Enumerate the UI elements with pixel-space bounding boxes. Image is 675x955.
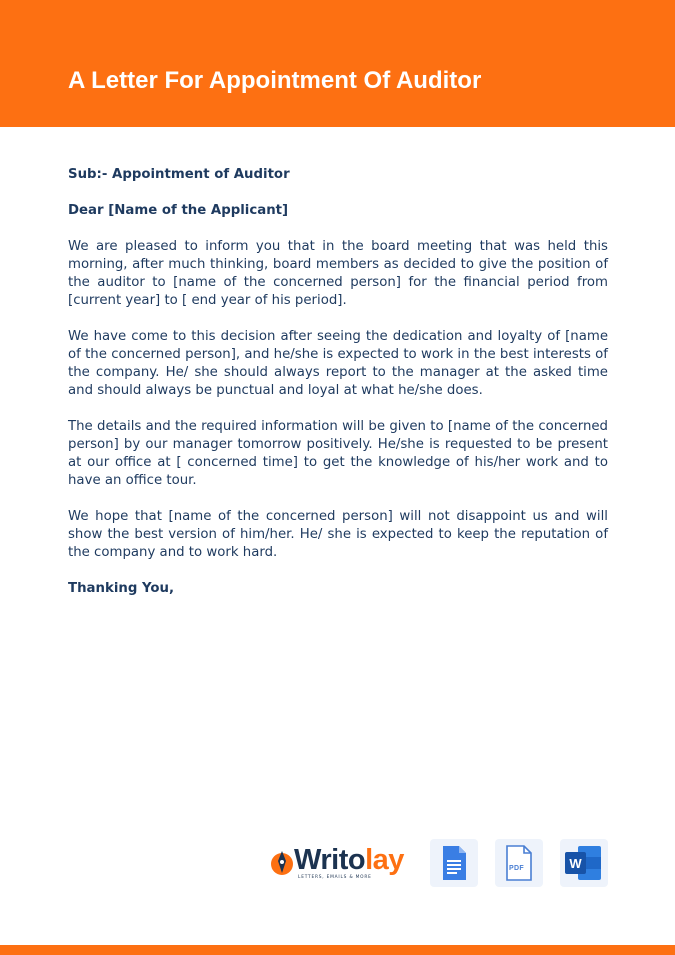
brand-tagline: LETTERS, EMAILS & MORE <box>298 875 372 880</box>
letter-closing: Thanking You, <box>68 581 175 596</box>
letter-paragraph-1: We are pleased to inform you that in the board meeting that was held this morning, after much thinking, board members as decided to give the position of the auditor to [name of the concerned person] for the financial period from [current year] to [ end year of his period]. <box>68 239 608 308</box>
pdf-label: PDF <box>509 865 524 872</box>
brand-name: Writolay <box>294 844 404 876</box>
word-icon <box>560 839 608 887</box>
word-download[interactable] <box>560 839 608 887</box>
letter-paragraph-2: We have come to this decision after seeing the dedication and loyalty of [name of the concerned person], and he/she is expected to work in the best interests of the company. He/ she should always report to the manager at the asked time and should always be punctual and loyal at what he/she does. <box>68 329 608 398</box>
svg-text:W: W <box>569 856 582 871</box>
writolay-logo[interactable] <box>270 843 410 885</box>
letter-paragraph-4: We hope that [name of the concerned person] will not disappoint us and will show the best version of him/her. He/ she is expected to keep the reputation of the company and to work hard. <box>68 509 608 560</box>
letter-salutation: Dear [Name of the Applicant] <box>68 203 289 218</box>
pdf-file-icon <box>495 839 543 887</box>
footer-bar <box>0 945 675 955</box>
pen-nib-icon <box>270 849 294 881</box>
page-title: A Letter For Appointment Of Auditor <box>68 67 482 94</box>
pdf-download[interactable] <box>495 839 543 887</box>
letter-subject: Sub:- Appointment of Auditor <box>68 167 290 182</box>
header-banner <box>0 0 675 127</box>
letter-body <box>68 166 608 616</box>
google-docs-icon <box>430 839 478 887</box>
letter-paragraph-3: The details and the required information will be given to [name of the concerned person] by our manager tomorrow positively. He/she is requested to be present at our office at [ concerned time] to get the knowledge of his/her work and to have an office tour. <box>68 419 608 488</box>
google-docs-download[interactable] <box>430 839 478 887</box>
